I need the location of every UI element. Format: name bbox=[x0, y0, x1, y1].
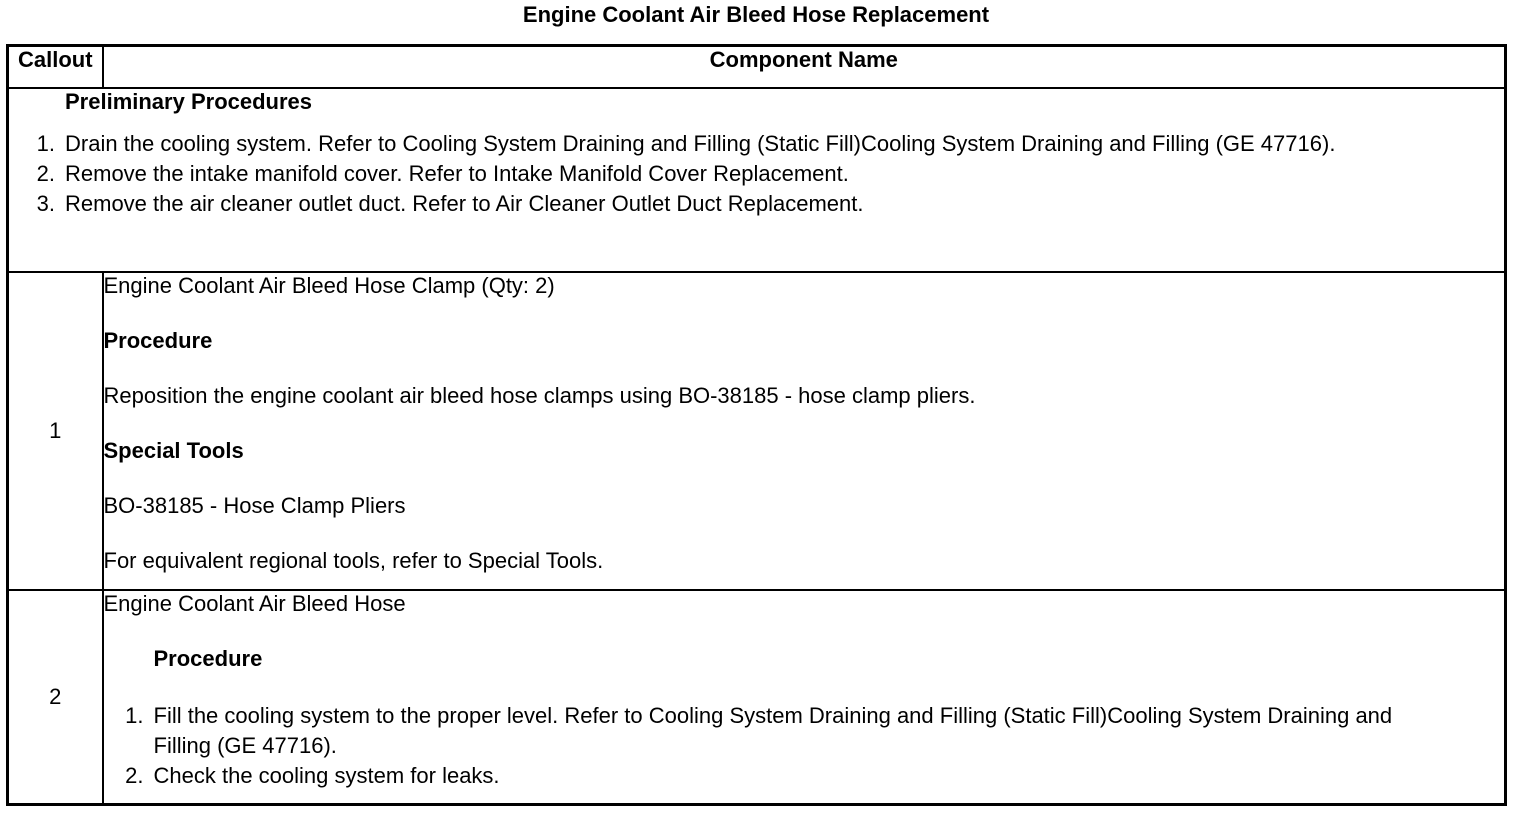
list-item bbox=[104, 761, 1505, 791]
special-tools-note: For equivalent regional tools, refer to Special Tools. bbox=[103, 548, 604, 573]
special-tool-item: BO-38185 - Hose Clamp Pliers bbox=[103, 493, 406, 518]
component-name: Engine Coolant Air Bleed Hose bbox=[103, 591, 406, 616]
step-number: 2. bbox=[125, 763, 144, 788]
step-text: Remove the intake manifold cover. Refer to Intake Manifold Cover Replacement. bbox=[65, 161, 849, 186]
list-item bbox=[9, 129, 1504, 159]
step-text: Drain the cooling system. Refer to Cooling System Draining and Filling (Static Fill)Cooling System Draining and Filling (GE 47716). bbox=[65, 131, 1336, 156]
preliminary-steps bbox=[9, 129, 1504, 219]
preliminary-cell bbox=[8, 88, 1506, 272]
component-name: Engine Coolant Air Bleed Hose Clamp (Qty: 2) bbox=[103, 273, 555, 298]
component-name-header: Component Name bbox=[103, 46, 1506, 89]
procedure-table bbox=[6, 44, 1507, 806]
list-item bbox=[9, 189, 1504, 219]
procedure-heading: Procedure bbox=[103, 328, 213, 353]
step-number: 1. bbox=[125, 703, 144, 728]
step-text: Fill the cooling system to the proper level. Refer to Cooling System Draining and Filling (Static Fill)Cooling System Draining and Filling (GE 47716). bbox=[153, 703, 1393, 758]
step-text: Check the cooling system for leaks. bbox=[153, 763, 500, 788]
page-title: Engine Coolant Air Bleed Hose Replacement bbox=[522, 2, 990, 27]
procedure-steps bbox=[104, 701, 1505, 791]
preliminary-row bbox=[8, 88, 1506, 272]
callout-number: 2 bbox=[8, 590, 103, 804]
table-row bbox=[8, 272, 1506, 590]
procedure-heading: Procedure bbox=[153, 646, 263, 671]
component-cell bbox=[103, 590, 1506, 804]
step-number: 3. bbox=[36, 191, 55, 216]
table-row bbox=[8, 590, 1506, 804]
preliminary-heading: Preliminary Procedures bbox=[65, 89, 313, 114]
list-item bbox=[104, 701, 1505, 761]
header-row bbox=[8, 46, 1506, 89]
step-number: 1. bbox=[36, 131, 55, 156]
callout-number: 1 bbox=[8, 272, 103, 590]
special-tools-heading: Special Tools bbox=[103, 438, 244, 463]
step-number: 2. bbox=[36, 161, 55, 186]
callout-header: Callout bbox=[8, 46, 103, 89]
step-text: Remove the air cleaner outlet duct. Refer to Air Cleaner Outlet Duct Replacement. bbox=[65, 191, 864, 216]
procedure-text: Reposition the engine coolant air bleed hose clamps using BO-38185 - hose clamp pliers. bbox=[103, 383, 976, 408]
component-cell bbox=[103, 272, 1506, 590]
list-item bbox=[9, 159, 1504, 189]
